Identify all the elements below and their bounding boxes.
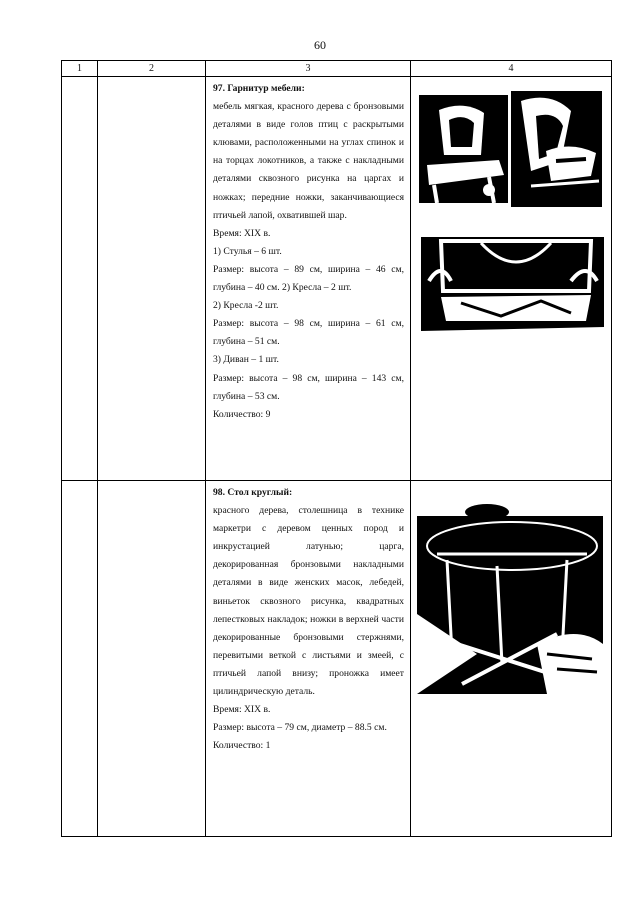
item-quantity: Количество: 1 [213,740,271,752]
item-photo-cell [411,481,612,837]
cell-number [62,77,98,481]
item-line: 3) Диван – 1 шт. [213,354,279,366]
item-quantity: Количество: 9 [213,408,271,420]
item-description: красного дерева, столешница в технике маркетри с деревом ценных пород и инкрустацией латунью; царга, декорированная бронзовыми накладными деталями в виде женских масок, лебедей, виньеток сквозного рисунка, квадратных лепестковых накладок; ножки в верхней части декорированные бронзовыми стержнями, перевитыми веткой с листьями и змеей, с птичьей лапой внизу; проножка имеет цилиндрическую деталь. [213,505,404,698]
item-title: 98. Стол круглый: [213,487,293,498]
column-header-2: 2 [98,61,206,77]
item-time: Время: XIX в. [213,227,271,239]
column-header-3: 3 [206,61,411,77]
item-line: Размер: высота – 98 см, ширина – 143 см, глубина – 53 см. [213,372,404,402]
item-line: 1) Стулья – 6 шт. [213,245,282,257]
page-number: 60 [314,38,326,52]
item-title: 97. Гарнитур мебели: [213,83,305,94]
item-description-cell [206,77,411,481]
header-row [62,61,612,77]
table-row [62,77,612,481]
item-time: Время: XIX в. [213,704,271,716]
item-photo-cell [411,77,612,481]
column-header-1: 1 [62,61,98,77]
item-line: Размер: высота – 98 см, ширина – 61 см, глубина – 51 см. [213,318,404,348]
sofa-photo [421,221,604,345]
item-description-cell [206,481,411,837]
cell-empty [98,77,206,481]
table-row [62,481,612,837]
catalog-table [61,60,612,837]
item-description: мебель мягкая, красного дерева с бронзовыми деталями в виде голов птиц с раскрытыми клювами, расположенными на углах спинок и на торцах локотников, а также с накладными деталями сквозного рисунка на царгах и ножках; передние ножки, заканчивающиеся птичьей лапой, охватившей шар. [213,101,404,221]
chair-photo [419,95,508,203]
cell-empty [98,481,206,837]
column-header-4: 4 [411,61,612,77]
item-line: 2) Кресла -2 шт. [213,300,279,312]
cell-number [62,481,98,837]
item-line: Размер: высота – 89 см, ширина – 46 см, глубина – 40 см. 2) Кресла – 2 шт. [213,263,404,294]
round-table-photo [417,494,603,694]
armchair-photo [511,91,602,207]
item-size: Размер: высота – 79 см, диаметр – 88.5 см. [213,722,387,734]
